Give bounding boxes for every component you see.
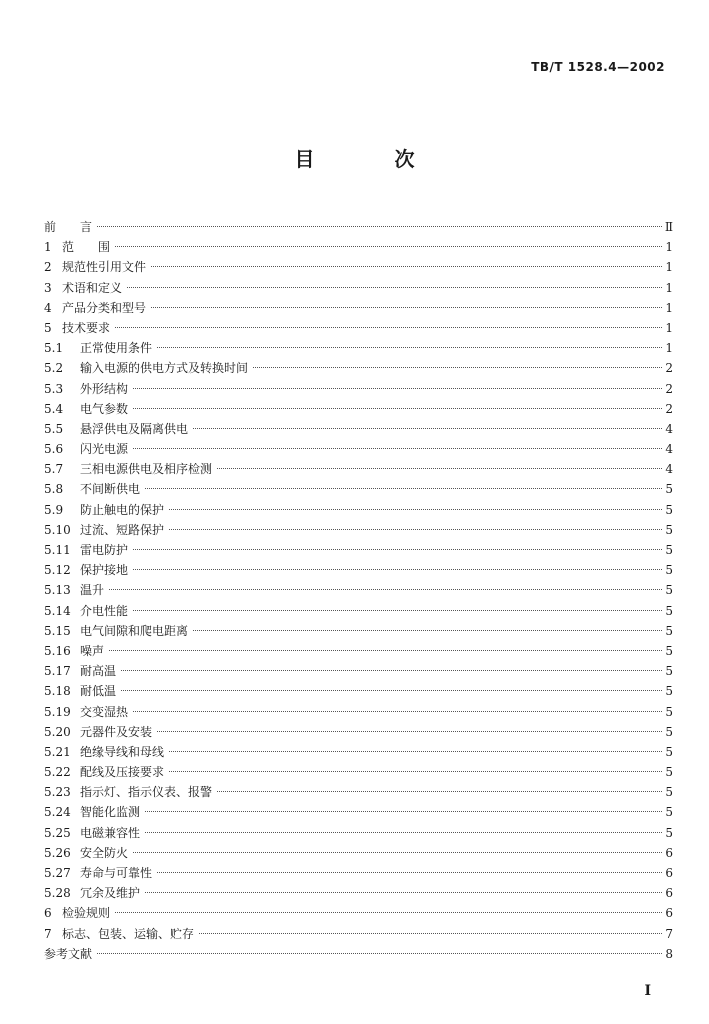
toc-entry-label: 智能化监测 [80, 805, 141, 820]
toc-entry-number: 1 [44, 240, 52, 255]
toc-entry-page: 1 [665, 320, 673, 335]
toc-leader-dots [193, 630, 662, 631]
toc-entry-page: Ⅱ [664, 220, 673, 234]
toc-entry-label: 介电性能 [80, 603, 129, 618]
toc-entry-label: 范 围 [62, 240, 111, 255]
toc-entry-number: 5.18 [44, 684, 71, 699]
toc-entry[interactable] [44, 520, 673, 540]
toc-leader-dots [169, 509, 662, 510]
toc-entry-number: 5.2 [44, 361, 64, 376]
toc-entry[interactable] [44, 702, 673, 722]
toc-leader-dots [97, 226, 662, 227]
toc-entry[interactable] [44, 500, 673, 520]
toc-entry-page: 8 [665, 946, 673, 961]
toc-entry-number: 5.16 [44, 643, 71, 658]
toc-entry[interactable] [44, 762, 673, 782]
toc-entry-page: 5 [665, 704, 673, 719]
toc-leader-dots [133, 852, 662, 853]
toc-entry-number: 5 [44, 320, 52, 335]
toc-entry-number: 7 [44, 926, 52, 941]
toc-entry[interactable] [44, 318, 673, 338]
toc-entry-label: 前 言 [44, 220, 93, 234]
toc-entry-number: 5.21 [44, 744, 71, 759]
toc-entry-label: 绝缘导线和母线 [80, 744, 165, 759]
toc-entry-page: 2 [665, 401, 673, 416]
toc-leader-dots [217, 468, 662, 469]
toc-entry-number: 5.25 [44, 825, 71, 840]
toc-leader-dots [193, 428, 662, 429]
toc-entry-page: 5 [665, 502, 673, 517]
toc-entry-number: 5.13 [44, 583, 71, 598]
toc-entry-number: 5.28 [44, 886, 71, 901]
toc-entry-number: 5.26 [44, 845, 71, 860]
toc-entry-page: 5 [665, 543, 673, 557]
toc-entry-label: 三相电源供电及相序检测 [80, 462, 213, 477]
toc-entry-label: 交变湿热 [80, 704, 129, 719]
toc-entry[interactable] [44, 338, 673, 358]
toc-leader-dots [133, 549, 662, 550]
toc-entry[interactable] [44, 802, 673, 822]
toc-entry[interactable] [44, 379, 673, 399]
toc-entry-page: 5 [665, 643, 673, 658]
toc-leader-dots [133, 388, 662, 389]
toc-leader-dots [133, 711, 662, 712]
toc-entry-label: 规范性引用文件 [62, 260, 147, 275]
toc-leader-dots [121, 690, 662, 691]
toc-leader-dots [97, 953, 662, 954]
toc-entry[interactable] [44, 419, 673, 439]
toc-entry-page: 5 [665, 563, 673, 578]
toc-entry-label: 悬浮供电及隔离供电 [80, 421, 189, 436]
toc-entry[interactable] [44, 439, 673, 459]
toc-entry-page: 6 [665, 886, 673, 901]
toc-entry-page: 4 [665, 462, 673, 477]
toc-entry[interactable] [44, 358, 673, 378]
toc-entry[interactable] [44, 257, 673, 277]
toc-entry-label: 防止触电的保护 [80, 502, 165, 517]
toc-entry[interactable] [44, 681, 673, 701]
toc-entry-number: 2 [44, 260, 52, 275]
toc-entry-number: 4 [44, 300, 52, 315]
toc-leader-dots [127, 287, 662, 288]
toc-leader-dots [199, 933, 662, 934]
toc-leader-dots [169, 771, 662, 772]
toc-entry-label: 指示灯、指示仪表、报警 [80, 785, 213, 800]
toc-entry-page: 4 [665, 442, 673, 457]
toc-entry[interactable] [44, 621, 673, 641]
toc-entry-page: 5 [665, 825, 673, 840]
toc-entry-page: 2 [665, 361, 673, 376]
toc-leader-dots [253, 367, 662, 368]
toc-leader-dots [133, 610, 662, 611]
toc-entry-number: 5.11 [44, 543, 71, 557]
toc-entry-label: 电气参数 [80, 401, 129, 416]
toc-entry[interactable] [44, 540, 673, 560]
toc-entry-label: 外形结构 [80, 381, 129, 396]
toc-entry[interactable] [44, 298, 673, 318]
toc-leader-dots [217, 791, 662, 792]
toc-entry-label: 技术要求 [62, 320, 111, 335]
toc-entry[interactable] [44, 479, 673, 499]
toc-entry[interactable] [44, 399, 673, 419]
toc-entry[interactable] [44, 883, 673, 903]
toc-entry-page: 5 [665, 522, 673, 537]
toc-entry[interactable] [44, 560, 673, 580]
toc-leader-dots [133, 569, 662, 570]
toc-leader-dots [115, 246, 662, 247]
toc-entry-page: 1 [665, 341, 673, 356]
toc-entry-number: 5.20 [44, 724, 71, 739]
toc-leader-dots [109, 650, 662, 651]
toc-entry-label: 安全防火 [80, 845, 129, 860]
toc-entry-number: 5.14 [44, 603, 71, 618]
toc-leader-dots [151, 266, 662, 267]
toc-entry-page: 7 [665, 926, 673, 941]
toc-entry-page: 1 [665, 260, 673, 275]
toc-leader-dots [145, 811, 662, 812]
toc-entry-label: 噪声 [80, 643, 105, 658]
toc-entry-page: 5 [665, 664, 673, 679]
toc-entry[interactable] [44, 924, 673, 944]
page-title: 目 次 [294, 147, 445, 171]
toc-entry-label: 检验规则 [62, 906, 111, 921]
toc-entry-number: 6 [44, 906, 52, 921]
toc-entry-label: 产品分类和型号 [62, 300, 147, 315]
toc-leader-dots [115, 912, 662, 913]
toc-entry-label: 术语和定义 [62, 280, 123, 295]
toc-entry-number: 5.5 [44, 421, 64, 436]
toc-entry-page: 5 [665, 603, 673, 618]
toc-entry[interactable] [44, 278, 673, 298]
toc-entry-label: 寿命与可靠性 [80, 866, 153, 880]
toc-entry-page: 5 [665, 482, 673, 497]
toc-entry-label: 保护接地 [80, 563, 129, 578]
toc-entry-label: 温升 [80, 583, 105, 598]
toc-entry-number: 5.19 [44, 704, 71, 719]
page-number: Ⅰ [644, 983, 651, 999]
toc-entry-page: 5 [665, 684, 673, 699]
toc-entry-page: 5 [665, 744, 673, 759]
toc-entry-page: 5 [665, 583, 673, 598]
toc-entry[interactable] [44, 823, 673, 843]
toc-leader-dots [157, 872, 662, 873]
toc-entry-page: 4 [665, 421, 673, 436]
toc-entry-number: 3 [44, 280, 52, 295]
toc-leader-dots [157, 731, 662, 732]
toc-leader-dots [133, 448, 662, 449]
toc-entry-label: 闪光电源 [80, 442, 129, 457]
toc-leader-dots [115, 327, 662, 328]
toc-leader-dots [157, 347, 662, 348]
toc-leader-dots [109, 589, 662, 590]
toc-entry[interactable] [44, 580, 673, 600]
toc-leader-dots [121, 670, 662, 671]
toc-entry-page: 5 [665, 805, 673, 820]
toc-entry-label: 标志、包装、运输、贮存 [62, 926, 195, 941]
toc-entry[interactable] [44, 459, 673, 479]
toc-entry-number: 5.17 [44, 664, 71, 679]
toc-entry-label: 元器件及安装 [80, 724, 153, 739]
toc-entry[interactable] [44, 903, 673, 923]
toc-entry-number: 5.1 [44, 341, 64, 356]
toc-leader-dots [151, 307, 662, 308]
toc-entry-page: 6 [665, 845, 673, 860]
toc-entry-number: 5.10 [44, 522, 71, 537]
toc-entry-page: 6 [665, 906, 673, 921]
toc-entry-number: 5.6 [44, 442, 64, 457]
toc-entry-page: 5 [665, 623, 673, 638]
toc-entry-number: 5.4 [44, 401, 64, 416]
table-of-contents [44, 217, 673, 964]
toc-entry-number: 5.3 [44, 381, 64, 396]
toc-entry-number: 5.7 [44, 462, 64, 477]
toc-leader-dots [169, 751, 662, 752]
toc-entry-number: 5.22 [44, 765, 71, 780]
toc-entry[interactable] [44, 217, 673, 237]
toc-entry-number: 5.24 [44, 805, 71, 820]
toc-entry-label: 输入电源的供电方式及转换时间 [80, 361, 249, 376]
toc-entry-page: 1 [665, 280, 673, 295]
toc-entry[interactable] [44, 863, 673, 883]
toc-entry[interactable] [44, 944, 673, 964]
toc-entry[interactable] [44, 742, 673, 762]
toc-entry-label: 耐高温 [80, 664, 117, 679]
toc-entry[interactable] [44, 722, 673, 742]
toc-entry-page: 2 [665, 381, 673, 396]
toc-entry-page: 5 [665, 765, 673, 780]
toc-entry-label: 耐低温 [80, 684, 117, 699]
toc-entry-label: 电气间隙和爬电距离 [80, 623, 189, 638]
toc-leader-dots [145, 488, 662, 489]
toc-entry-number: 5.23 [44, 785, 71, 800]
toc-entry-page: 6 [665, 866, 673, 880]
toc-entry-page: 1 [665, 240, 673, 255]
toc-entry-label: 雷电防护 [80, 543, 129, 557]
toc-entry-label: 冗余及维护 [80, 886, 141, 901]
toc-entry-page: 1 [665, 300, 673, 315]
toc-entry-number: 5.15 [44, 623, 71, 638]
toc-entry[interactable] [44, 843, 673, 863]
toc-leader-dots [145, 832, 662, 833]
toc-entry-page: 5 [665, 785, 673, 800]
toc-entry-label: 参考文献 [44, 946, 93, 961]
toc-entry-label: 不间断供电 [80, 482, 141, 497]
standard-code: TB/T 1528.4—2002 [531, 60, 665, 74]
toc-entry[interactable] [44, 661, 673, 681]
toc-leader-dots [169, 529, 662, 530]
toc-entry-label: 配线及压接要求 [80, 765, 165, 780]
toc-leader-dots [133, 408, 662, 409]
toc-entry[interactable] [44, 601, 673, 621]
toc-entry-page: 5 [665, 724, 673, 739]
toc-entry-label: 过流、短路保护 [80, 522, 165, 537]
toc-entry-number: 5.8 [44, 482, 64, 497]
toc-entry[interactable] [44, 237, 673, 257]
toc-entry[interactable] [44, 641, 673, 661]
toc-entry-label: 电磁兼容性 [80, 825, 141, 840]
toc-entry[interactable] [44, 782, 673, 802]
toc-entry-number: 5.12 [44, 563, 71, 578]
toc-entry-number: 5.27 [44, 866, 71, 880]
toc-entry-label: 正常使用条件 [80, 341, 153, 356]
toc-leader-dots [145, 892, 662, 893]
toc-entry-number: 5.9 [44, 502, 64, 517]
